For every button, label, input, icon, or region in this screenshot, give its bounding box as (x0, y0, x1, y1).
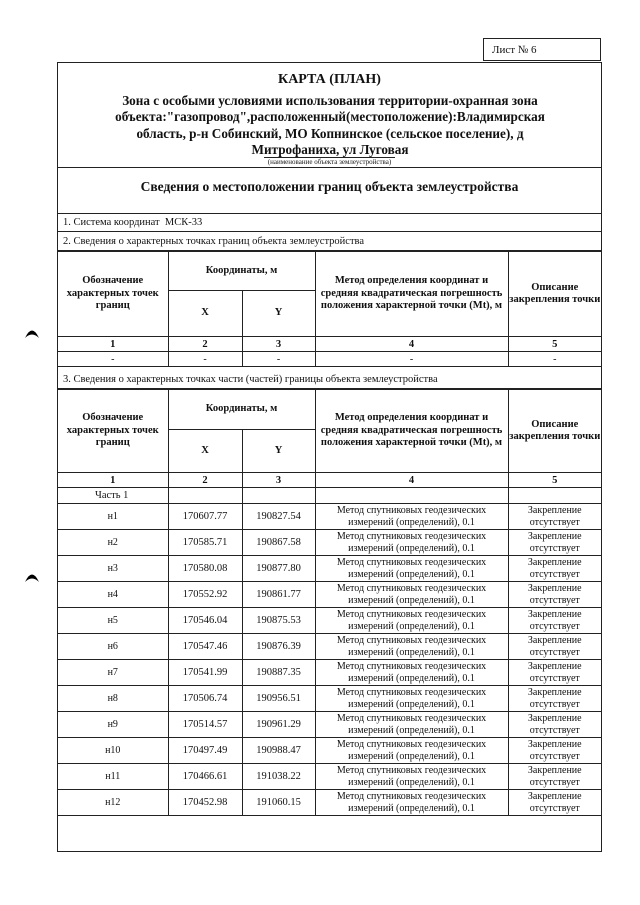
point-method-cell: Метод спутниковых геодезических измерений (определений), 0.1 (315, 686, 508, 712)
point-y-cell: 190887.35 (242, 660, 315, 686)
blank-cell (315, 488, 508, 504)
blank-cell (168, 488, 242, 504)
col-number: 5 (508, 473, 601, 488)
punch-hole-top-icon (24, 327, 40, 339)
table-row (58, 504, 601, 530)
point-method-cell: Метод спутниковых геодезических измерений (определений), 0.1 (315, 634, 508, 660)
object-caption (58, 158, 601, 166)
x-header: X (168, 430, 242, 473)
point-fixing-cell: Закрепление отсутствует (508, 738, 601, 764)
table-row (58, 764, 601, 790)
points-table-body (58, 504, 601, 816)
point-x-cell: 170607.77 (168, 504, 242, 530)
point-method-cell: Метод спутниковых геодезических измерений (определений), 0.1 (315, 738, 508, 764)
empty-cell: - (168, 352, 242, 367)
point-name-cell: н6 (58, 634, 168, 660)
point-y-cell: 190876.39 (242, 634, 315, 660)
blank-cell (508, 488, 601, 504)
point-fixing-cell: Закрепление отсутствует (508, 790, 601, 816)
method-header: Метод определения координат и средняя квадратическая погрешность положения характерной точки (Mt), м (315, 390, 508, 473)
sheet-number-label: Лист № 6 (492, 43, 537, 56)
point-name-cell: н2 (58, 530, 168, 556)
coordinates-header: Координаты, м (168, 252, 315, 291)
sheet-number (483, 38, 601, 61)
point-x-cell: 170506.74 (168, 686, 242, 712)
col-number: 3 (242, 473, 315, 488)
col-number: 2 (168, 473, 242, 488)
col-number: 1 (58, 337, 168, 352)
title-block (58, 63, 601, 168)
empty-cell: - (508, 352, 601, 367)
point-x-cell: 170546.04 (168, 608, 242, 634)
point-method-cell: Метод спутниковых геодезических измерений (определений), 0.1 (315, 608, 508, 634)
fixing-header: Описание закрепления точки (508, 390, 601, 473)
point-name-cell: н7 (58, 660, 168, 686)
table-row (58, 712, 601, 738)
point-fixing-cell: Закрепление отсутствует (508, 608, 601, 634)
section2-row (58, 232, 601, 251)
point-x-cell: 170585.71 (168, 530, 242, 556)
empty-cell: - (315, 352, 508, 367)
coord-system-value: МСК-33 (164, 217, 203, 228)
table-row (58, 660, 601, 686)
point-method-cell: Метод спутниковых геодезических измерений (определений), 0.1 (315, 556, 508, 582)
point-x-cell: 170547.46 (168, 634, 242, 660)
point-name-cell: н4 (58, 582, 168, 608)
point-x-cell: 170580.08 (168, 556, 242, 582)
point-y-cell: 190861.77 (242, 582, 315, 608)
table-row (58, 608, 601, 634)
col-number: 5 (508, 337, 601, 352)
point-fixing-cell: Закрепление отсутствует (508, 764, 601, 790)
section-heading: Сведения о местоположении границ объекта землеустройства (140, 179, 519, 194)
x-header: X (168, 291, 242, 337)
point-name-cell: н1 (58, 504, 168, 530)
fixing-header: Описание закрепления точки (508, 252, 601, 337)
col-number: 2 (168, 337, 242, 352)
object-caption-text: (наименование объекта землеустройства) (264, 157, 395, 166)
point-x-cell: 170497.49 (168, 738, 242, 764)
table-row (58, 738, 601, 764)
coord-system-label: 1. Система координат (63, 217, 160, 228)
section3-label: 3. Сведения о характерных точках части (частей) границы объекта землеустройства (63, 374, 438, 385)
point-fixing-cell: Закрепление отсутствует (508, 504, 601, 530)
point-x-cell: 170452.98 (168, 790, 242, 816)
point-fixing-cell: Закрепление отсутствует (508, 712, 601, 738)
point-fixing-cell: Закрепление отсутствует (508, 634, 601, 660)
point-y-cell: 190961.29 (242, 712, 315, 738)
point-name-cell: н11 (58, 764, 168, 790)
document-frame (57, 62, 602, 852)
coord-system-row (58, 213, 601, 232)
table-row (58, 790, 601, 816)
point-method-cell: Метод спутниковых геодезических измерений (определений), 0.1 (315, 530, 508, 556)
point-fixing-cell: Закрепление отсутствует (508, 530, 601, 556)
point-name-cell: н12 (58, 790, 168, 816)
point-name-cell: н5 (58, 608, 168, 634)
point-y-cell: 190988.47 (242, 738, 315, 764)
punch-hole-bottom-icon (24, 571, 40, 583)
point-x-cell: 170552.92 (168, 582, 242, 608)
empty-cell: - (242, 352, 315, 367)
point-y-cell: 191060.15 (242, 790, 315, 816)
point-method-cell: Метод спутниковых геодезических измерений (определений), 0.1 (315, 764, 508, 790)
zone-description: Зона с особыми условиями использования территории-охранная зона объекта:"газопровод",расположенный(местоположение):Владимирская область, р-н Собинский, МО Копнинское (сельское поселение), д Митрофаниха, ул Луговая (115, 93, 545, 157)
col-number: 4 (315, 337, 508, 352)
y-header: Y (242, 291, 315, 337)
point-method-cell: Метод спутниковых геодезических измерений (определений), 0.1 (315, 712, 508, 738)
point-y-cell: 190956.51 (242, 686, 315, 712)
point-fixing-cell: Закрепление отсутствует (508, 660, 601, 686)
designation-header: Обозначение характерных точек границ (58, 252, 168, 337)
section3-row (58, 370, 601, 389)
table-row (58, 686, 601, 712)
point-method-cell: Метод спутниковых геодезических измерений (определений), 0.1 (315, 504, 508, 530)
point-x-cell: 170514.57 (168, 712, 242, 738)
y-header: Y (242, 430, 315, 473)
point-fixing-cell: Закрепление отсутствует (508, 686, 601, 712)
point-method-cell: Метод спутниковых геодезических измерений (определений), 0.1 (315, 582, 508, 608)
table-row (58, 634, 601, 660)
point-x-cell: 170541.99 (168, 660, 242, 686)
point-name-cell: н9 (58, 712, 168, 738)
part-label: Часть 1 (58, 488, 168, 504)
method-header: Метод определения координат и средняя квадратическая погрешность положения характерной точки (Mt), м (315, 252, 508, 337)
point-name-cell: н8 (58, 686, 168, 712)
table-row (58, 556, 601, 582)
point-y-cell: 190867.58 (242, 530, 315, 556)
designation-header: Обозначение характерных точек границ (58, 390, 168, 473)
point-y-cell: 190875.53 (242, 608, 315, 634)
section2-label: 2. Сведения о характерных точках границ объекта землеустройства (63, 236, 365, 247)
point-name-cell: н10 (58, 738, 168, 764)
coordinates-header: Координаты, м (168, 390, 315, 430)
section3-table (58, 389, 601, 816)
point-method-cell: Метод спутниковых геодезических измерений (определений), 0.1 (315, 790, 508, 816)
point-method-cell: Метод спутниковых геодезических измерений (определений), 0.1 (315, 660, 508, 686)
point-y-cell: 191038.22 (242, 764, 315, 790)
point-x-cell: 170466.61 (168, 764, 242, 790)
table-row (58, 582, 601, 608)
document-title: КАРТА (ПЛАН) (278, 72, 381, 87)
table-row (58, 530, 601, 556)
point-y-cell: 190877.80 (242, 556, 315, 582)
col-number: 3 (242, 337, 315, 352)
point-name-cell: н3 (58, 556, 168, 582)
empty-cell: - (58, 352, 168, 367)
col-number: 4 (315, 473, 508, 488)
point-fixing-cell: Закрепление отсутствует (508, 556, 601, 582)
col-number: 1 (58, 473, 168, 488)
blank-cell (242, 488, 315, 504)
section-heading-row (58, 167, 601, 214)
section2-table (58, 251, 601, 367)
point-fixing-cell: Закрепление отсутствует (508, 582, 601, 608)
point-y-cell: 190827.54 (242, 504, 315, 530)
